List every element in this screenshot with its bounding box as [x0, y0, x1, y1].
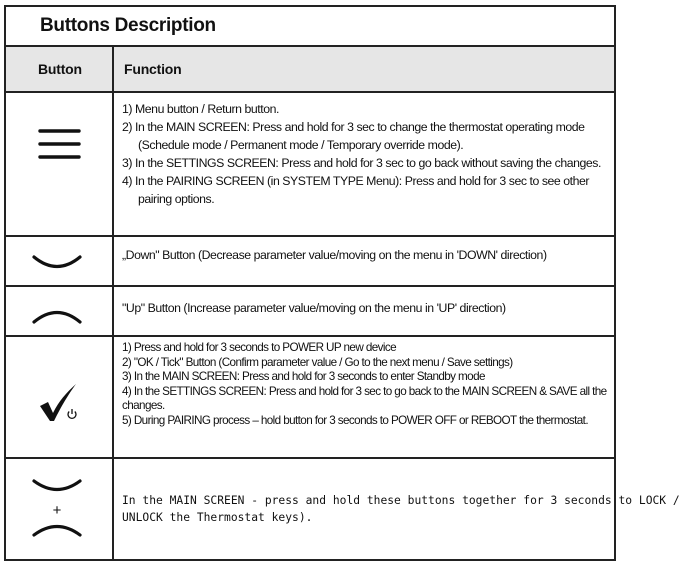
chevron-up-icon: [6, 287, 112, 335]
text-line: 4) In the SETTINGS SCREEN: Press and hold for 3 sec to go back to the MAIN SCREEN & SAVE all the: [122, 384, 607, 398]
text-line: 2) "OK / Tick" Button (Confirm parameter value / Go to the next menu / Save settings): [122, 355, 513, 369]
table-title-row: [6, 7, 614, 47]
text-line: 1) Menu button / Return button.: [122, 102, 279, 116]
table-row-down: [6, 237, 614, 287]
text-line: pairing options.: [138, 192, 215, 206]
text-line: 5) During PAIRING process – hold button for 3 seconds to POWER OFF or REBOOT the thermostat.: [122, 413, 588, 427]
text-line: 4) In the PAIRING SCREEN (in SYSTEM TYPE Menu): Press and hold for 3 sec to see other: [122, 174, 590, 188]
text-line: changes.: [122, 399, 165, 413]
menu-icon: [6, 93, 112, 235]
text-line: 3) In the MAIN SCREEN: Press and hold for 3 seconds to enter Standby mode: [122, 370, 485, 384]
function-text-down: [122, 246, 610, 264]
text-line: "Up" Button (Increase parameter value/moving on the menu in 'UP' direction): [122, 301, 506, 315]
text-line: UNLOCK the Thermostat keys).: [122, 511, 313, 524]
function-text-up: [122, 299, 610, 317]
table-row-up: [6, 287, 614, 337]
text-line: 1) Press and hold for 3 seconds to POWER UP new device: [122, 341, 397, 354]
header-button: Button: [38, 61, 82, 77]
header-function: Function: [124, 61, 182, 77]
table-header-row: [6, 47, 614, 93]
text-line: 2) In the MAIN SCREEN: Press and hold for 3 sec to change the thermostat operating mode: [122, 120, 585, 134]
table-row-lock: [6, 459, 680, 559]
down-plus-up-icon: [6, 459, 112, 559]
chevron-up-icon: [34, 527, 80, 536]
text-line: (Schedule mode / Permanent mode / Temporary override mode).: [138, 138, 464, 152]
text-line: In the MAIN SCREEN - press and hold these buttons together for 3 seconds to LOCK /: [122, 494, 680, 507]
chevron-down-icon: [6, 237, 112, 285]
checkmark-power-icon: [6, 337, 112, 457]
table-row-ok: [6, 337, 614, 459]
plus-icon: +: [52, 502, 62, 519]
column-divider: [112, 47, 114, 559]
table-title: Buttons Description: [40, 15, 216, 36]
power-icon: [68, 409, 76, 418]
text-line: 3) In the SETTINGS SCREEN: Press and hold for 3 sec to go back without saving the changes.: [122, 156, 601, 170]
function-text-menu: [122, 100, 610, 208]
buttons-description-table: [4, 5, 680, 561]
function-text-ok: [122, 341, 610, 429]
function-text-lock: [122, 492, 680, 526]
text-line: „Down" Button (Decrease parameter value/moving on the menu in 'DOWN' direction): [122, 248, 547, 262]
chevron-down-icon: [34, 481, 80, 490]
table-row-menu: [6, 93, 614, 237]
